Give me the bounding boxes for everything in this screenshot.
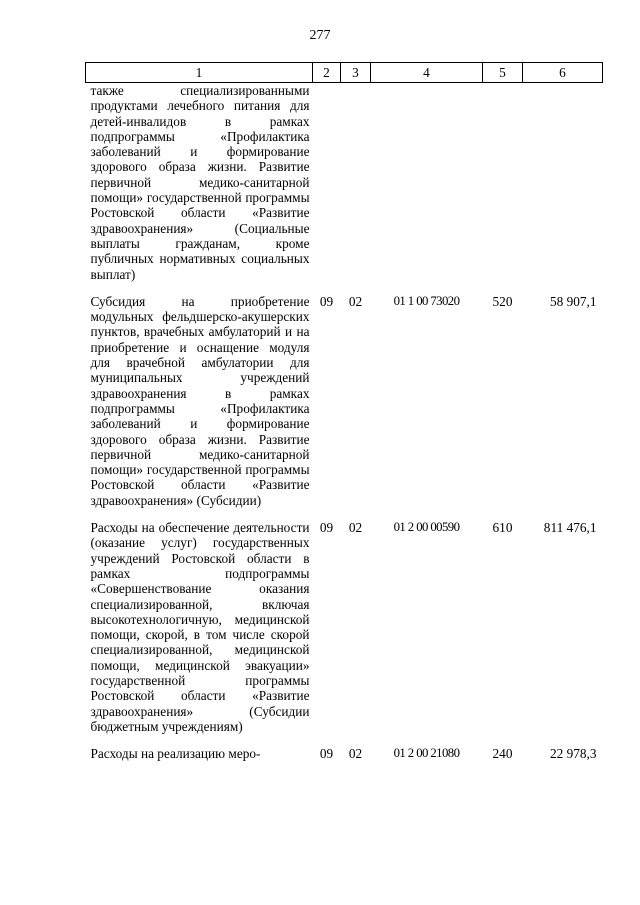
row-amount (523, 83, 603, 294)
budget-table (85, 62, 603, 762)
page-number: 277 (309, 28, 331, 43)
row-expense-type (483, 83, 523, 294)
table-row (86, 520, 603, 746)
row-description: Расходы на обеспечение деятельности (оказание услуг) государственных учреждений Ростовской области в рамках подпрограммы «Совершенствование оказания специализированной, включая высокотехнологичную, медицинской помощи, скорой, в том числе скорой специализированной, медицинской помощи, медицинской эвакуации» государственной программы Ростовской области «Развитие здравоохранения» (Субсидии бюджетным учреждениям) (90, 520, 310, 734)
row-amount: 58 907,1 (549, 293, 597, 309)
table-header-row (86, 63, 603, 83)
row-subsection: 02 (348, 293, 363, 309)
header-col-3: 3 (341, 63, 371, 83)
row-amount: 811 476,1 (543, 520, 597, 536)
row-section (313, 83, 341, 294)
row-section: 09 (319, 293, 334, 309)
row-expense-type: 610 (492, 520, 513, 536)
row-target-code: 01 2 00 21080 (393, 746, 460, 761)
row-section: 09 (319, 520, 334, 536)
row-expense-type: 520 (492, 293, 513, 309)
row-subsection (341, 83, 371, 294)
row-subsection: 02 (348, 520, 363, 536)
row-target-code: 01 1 00 73020 (393, 293, 460, 308)
row-section: 09 (319, 746, 334, 762)
row-expense-type: 240 (492, 746, 513, 762)
row-target-code (371, 83, 483, 294)
table-row (86, 746, 603, 762)
header-col-5: 5 (483, 63, 523, 83)
header-col-6: 6 (523, 63, 603, 83)
row-amount: 22 978,3 (549, 746, 597, 762)
header-col-4: 4 (371, 63, 483, 83)
row-description: также специализированными продуктами лечебного питания для детей-инвалидов в рамках подпрограммы «Профилактика заболеваний и формирование здорового образа жизни. Развитие первичной медико-санитарной помощи» государственной программы Ростовской области «Развитие здравоохранения» (Социальные выплаты гражданам, кроме публичных нормативных социальных выплат) (90, 83, 310, 282)
header-col-1: 1 (86, 63, 313, 83)
row-description: Субсидия на приобретение модульных фельдшерско-акушерских пунктов, врачебных амбулаторий и на приобретение и оснащение модуля для врачебной амбулатории для муниципальных учреждений здравоохранения в рамках подпрограммы «Профилактика заболеваний и формирование здорового образа жизни. Развитие первичной медико-санитарной помощи» государственной программы Ростовской области «Развитие здравоохранения» (Субсидии) (90, 293, 310, 508)
table-row (86, 294, 603, 520)
table-row (86, 83, 603, 294)
row-subsection: 02 (348, 746, 363, 762)
header-col-2: 2 (313, 63, 341, 83)
row-description: Расходы на реализацию меро- (90, 746, 261, 762)
row-target-code: 01 2 00 00590 (393, 520, 460, 535)
